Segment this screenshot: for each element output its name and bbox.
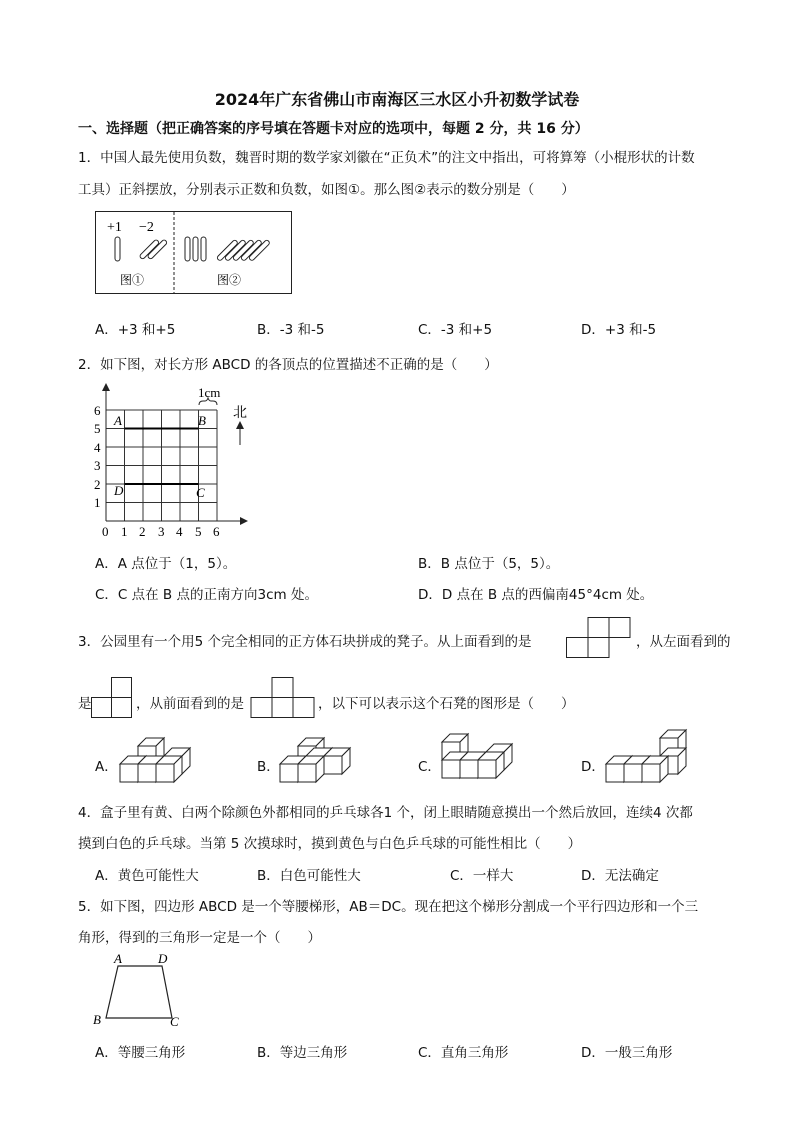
q5-option-d[interactable]: D．一般三角形 — [581, 1045, 673, 1061]
q2-option-c[interactable]: C．C 点在 B 点的正南方向3cm 处。 — [95, 587, 318, 603]
q5-text-line2: 角形，得到的三角形一定是一个（ ） — [78, 930, 321, 946]
q1-option-d[interactable]: D．+3 和-5 — [581, 322, 657, 338]
x-tick-3: 3 — [158, 524, 165, 539]
q3-left-view — [90, 677, 134, 719]
q5-trapezoid-figure — [90, 950, 190, 1030]
q3-front-view — [250, 677, 316, 719]
x-tick-4: 4 — [176, 524, 183, 539]
x-axis-arrow — [240, 517, 248, 525]
q2-coordinate-grid — [88, 383, 258, 543]
point-b-label: B — [198, 413, 206, 428]
q4-text-line2: 摸到白色的乒乓球。当第 5 次摸球时，摸到黄色与白色乒乓球的可能性相比（ ） — [78, 836, 582, 852]
fig2-slanted-rods — [216, 239, 270, 261]
point-d-label: D — [114, 483, 124, 498]
q3-top-view — [566, 617, 632, 659]
q1-figure — [95, 211, 293, 295]
cube-face — [442, 760, 460, 778]
cube-face — [624, 764, 642, 782]
q1-text-line2: 工具）正斜摆放，分别表示正数和负数，如图①。那么图②表示的数分别是（ ） — [78, 182, 575, 198]
point-c-label: C — [196, 485, 205, 500]
q1-option-c[interactable]: C．-3 和+5 — [418, 322, 493, 338]
q3-option-d[interactable]: D． — [581, 759, 605, 775]
q4-text-line1: 4．盒子里有黄、白两个除颜色外都相同的乒乓球各1 个，闭上眼睛随意摸出一个然后放回，连续4 次都 — [78, 805, 693, 821]
y-tick-2: 2 — [94, 477, 101, 492]
q5-option-a[interactable]: A．等腰三角形 — [95, 1045, 186, 1061]
q5-option-c[interactable]: C．直角三角形 — [418, 1045, 509, 1061]
q4-option-b[interactable]: B．白色可能性大 — [257, 868, 361, 884]
q4-option-d[interactable]: D．无法确定 — [581, 868, 659, 884]
q2-option-b[interactable]: B．B 点位于（5，5）。 — [418, 556, 560, 572]
cube-face — [298, 764, 316, 782]
rod-slanted — [139, 239, 168, 260]
north-label: 北 — [233, 406, 247, 421]
q4-option-c[interactable]: C．一样大 — [450, 868, 514, 884]
q2-text: 2．如下图，对长方形 ABCD 的各顶点的位置描述不正确的是（ ） — [78, 357, 498, 373]
rod-vertical — [115, 237, 120, 261]
fig2-caption: 图② — [217, 273, 242, 287]
x-tick-2: 2 — [139, 524, 146, 539]
y-tick-4: 4 — [94, 440, 101, 455]
scale-label: 1cm — [198, 385, 221, 400]
trap-d-label: D — [158, 951, 168, 966]
q3-option-c[interactable]: C． — [418, 759, 441, 775]
north-arrow-head — [236, 421, 244, 429]
trap-c-label: C — [170, 1014, 179, 1029]
y-tick-3: 3 — [94, 458, 101, 473]
x-tick-1: 1 — [121, 524, 128, 539]
cube-face — [460, 760, 478, 778]
q1-option-b[interactable]: B．-3 和-5 — [257, 322, 325, 338]
q5-option-b[interactable]: B．等边三角形 — [257, 1045, 348, 1061]
q3-option-b[interactable]: B． — [257, 759, 280, 775]
fig-plus-label: +1 — [107, 220, 122, 235]
x-tick-6: 6 — [213, 524, 220, 539]
cube-face — [642, 764, 660, 782]
q3-text-1a: 3．公园里有一个用5 个完全相同的正方体石块拼成的凳子。从上面看到的是 — [78, 634, 532, 650]
q3-option-b-figure — [278, 733, 360, 789]
q3-text-2c: ，以下可以表示这个石凳的图形是（ ） — [318, 696, 575, 712]
y-tick-1: 1 — [94, 495, 101, 510]
q1-option-a[interactable]: A．+3 和+5 — [95, 322, 176, 338]
page-title: 2024年广东省佛山市南海区三水区小升初数学试卷 — [214, 90, 580, 109]
trapezoid-shape — [106, 966, 172, 1018]
cube-face — [156, 764, 174, 782]
fig1-caption: 图① — [120, 273, 145, 287]
x-tick-5: 5 — [195, 524, 202, 539]
q1-text-line1: 1．中国人最先使用负数，魏晋时期的数学家刘徽在“正负术”的注文中指出，可将算筹（小棍形状的计数 — [78, 150, 695, 166]
cube-face — [606, 764, 624, 782]
y-axis-arrow — [102, 383, 110, 391]
y-tick-5: 5 — [94, 421, 101, 436]
x-tick-0: 0 — [102, 524, 109, 539]
q3-text-2a: 是 — [78, 696, 92, 712]
q3-text-1b: ，从左面看到的 — [636, 634, 731, 650]
trap-a-label: A — [114, 951, 122, 966]
point-a-label: A — [114, 413, 122, 428]
cube-face — [280, 764, 298, 782]
trap-b-label: B — [93, 1012, 101, 1027]
fig2-vertical-rods — [185, 237, 206, 261]
q4-option-a[interactable]: A．黄色可能性大 — [95, 868, 199, 884]
q5-text-line1: 5．如下图，四边形 ABCD 是一个等腰梯形，AB＝DC。现在把这个梯形分割成一个平行四边形和一个三 — [78, 899, 699, 915]
q3-text-2b: ，从前面看到的是 — [136, 696, 244, 712]
section-heading: 一、选择题（把正确答案的序号填在答题卡对应的选项中，每题 2 分，共 16 分） — [78, 121, 589, 137]
y-tick-6: 6 — [94, 403, 101, 418]
q2-option-d[interactable]: D．D 点在 B 点的西偏南45°4cm 处。 — [418, 587, 654, 603]
q3-option-a-figure — [118, 733, 200, 789]
cube-face — [478, 760, 496, 778]
cube-face — [138, 764, 156, 782]
fig-minus-label: −2 — [139, 220, 154, 235]
q3-option-d-figure — [604, 733, 686, 789]
cube-face — [120, 764, 138, 782]
q3-option-c-figure — [440, 733, 522, 789]
q3-option-a[interactable]: A． — [95, 759, 118, 775]
cube-face — [324, 756, 342, 774]
q2-option-a[interactable]: A．A 点位于（1，5）。 — [95, 556, 237, 572]
